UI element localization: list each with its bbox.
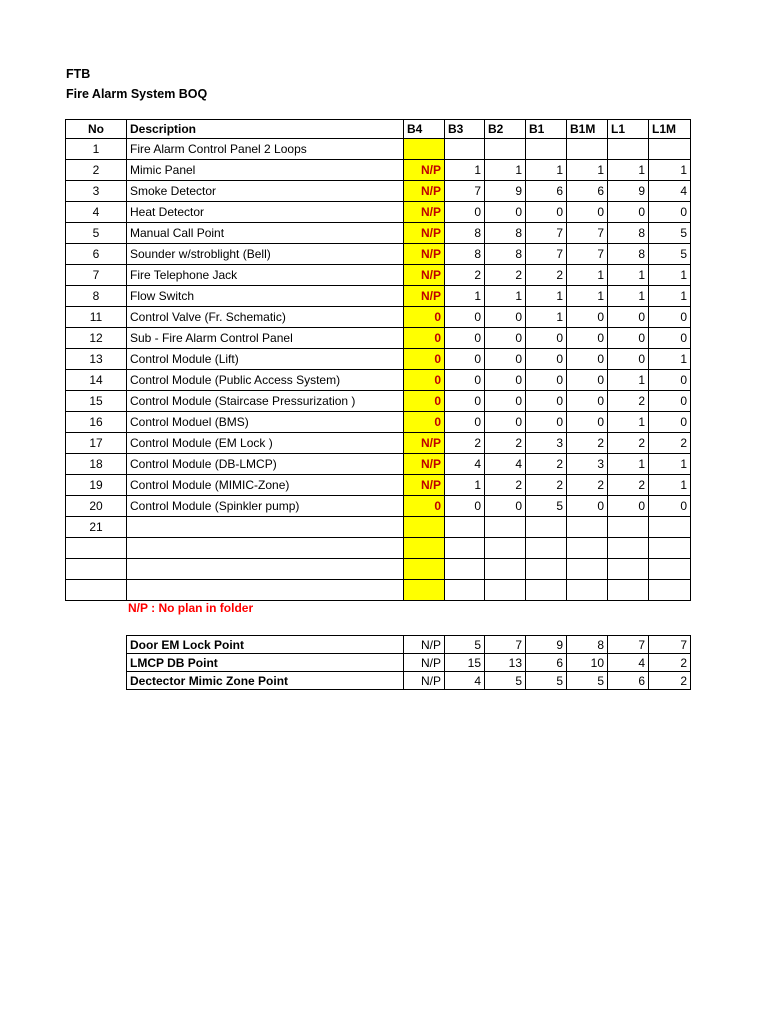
quantity-cell: 0: [608, 202, 649, 223]
row-number: 14: [66, 370, 127, 391]
quantity-cell: 0: [567, 202, 608, 223]
row-description: [127, 559, 404, 580]
quantity-cell: [608, 580, 649, 601]
quantity-cell: 7: [526, 223, 567, 244]
quantity-cell: 2: [485, 433, 526, 454]
table-row: [66, 244, 691, 265]
row-description: Control Module (MIMIC-Zone): [127, 475, 404, 496]
row-description: Control Moduel (BMS): [127, 412, 404, 433]
quantity-cell: 0: [445, 391, 485, 412]
quantity-cell: 1: [649, 454, 691, 475]
quantity-cell: 4: [649, 181, 691, 202]
table-row: [66, 370, 691, 391]
quantity-cell: 1: [445, 286, 485, 307]
row-description: Heat Detector: [127, 202, 404, 223]
summary-value: 7: [608, 636, 649, 654]
row-description: Control Module (DB-LMCP): [127, 454, 404, 475]
quantity-cell: 0: [649, 328, 691, 349]
quantity-cell: 9: [485, 181, 526, 202]
quantity-cell: 1: [567, 160, 608, 181]
row-number: 15: [66, 391, 127, 412]
column-header: L1M: [649, 120, 691, 139]
column-header: B1M: [567, 120, 608, 139]
row-number: 18: [66, 454, 127, 475]
summary-b4-cell: N/P: [404, 672, 445, 690]
legend-note: N/P : No plan in folder: [128, 601, 254, 615]
quantity-cell: 1: [608, 454, 649, 475]
row-description: Control Valve (Fr. Schematic): [127, 307, 404, 328]
table-row: [66, 349, 691, 370]
summary-table: [126, 635, 691, 690]
quantity-cell: 1: [608, 160, 649, 181]
b4-cell: N/P: [404, 244, 445, 265]
quantity-cell: 0: [649, 412, 691, 433]
quantity-cell: 0: [567, 391, 608, 412]
quantity-cell: 2: [649, 433, 691, 454]
quantity-cell: 3: [567, 454, 608, 475]
quantity-cell: 0: [526, 370, 567, 391]
b4-cell: [404, 559, 445, 580]
quantity-cell: 0: [445, 202, 485, 223]
table-row: [66, 412, 691, 433]
quantity-cell: [649, 538, 691, 559]
summary-row: [127, 672, 691, 690]
quantity-cell: 1: [649, 349, 691, 370]
column-header: Description: [127, 120, 404, 139]
quantity-cell: [567, 517, 608, 538]
row-description: Fire Telephone Jack: [127, 265, 404, 286]
quantity-cell: 1: [608, 265, 649, 286]
quantity-cell: 0: [608, 307, 649, 328]
summary-row: [127, 636, 691, 654]
quantity-cell: 0: [485, 412, 526, 433]
b4-cell: 0: [404, 328, 445, 349]
row-number: 11: [66, 307, 127, 328]
quantity-cell: [485, 559, 526, 580]
row-number: 5: [66, 223, 127, 244]
quantity-cell: [526, 538, 567, 559]
table-row: [66, 265, 691, 286]
summary-b4-cell: N/P: [404, 654, 445, 672]
quantity-cell: [526, 517, 567, 538]
b4-cell: [404, 580, 445, 601]
quantity-cell: 3: [526, 433, 567, 454]
summary-value: 15: [445, 654, 485, 672]
quantity-cell: 1: [445, 160, 485, 181]
quantity-cell: 1: [445, 475, 485, 496]
quantity-cell: 0: [445, 328, 485, 349]
quantity-cell: 1: [608, 412, 649, 433]
quantity-cell: 2: [567, 433, 608, 454]
quantity-cell: [445, 538, 485, 559]
row-description: Control Module (Spinkler pump): [127, 496, 404, 517]
b4-cell: N/P: [404, 286, 445, 307]
quantity-cell: [567, 538, 608, 559]
quantity-cell: [608, 538, 649, 559]
quantity-cell: 0: [485, 328, 526, 349]
quantity-cell: 2: [567, 475, 608, 496]
row-number: 1: [66, 139, 127, 160]
summary-value: 2: [649, 672, 691, 690]
table-row: [66, 223, 691, 244]
quantity-cell: 5: [649, 244, 691, 265]
quantity-cell: [526, 139, 567, 160]
row-number: 12: [66, 328, 127, 349]
b4-cell: 0: [404, 370, 445, 391]
quantity-cell: 0: [649, 496, 691, 517]
quantity-cell: 0: [649, 307, 691, 328]
b4-cell: 0: [404, 349, 445, 370]
summary-value: 5: [485, 672, 526, 690]
quantity-cell: 8: [445, 223, 485, 244]
summary-value: 8: [567, 636, 608, 654]
quantity-cell: 0: [567, 307, 608, 328]
row-number: [66, 559, 127, 580]
row-number: 6: [66, 244, 127, 265]
b4-cell: 0: [404, 496, 445, 517]
quantity-cell: 0: [526, 202, 567, 223]
quantity-cell: 0: [485, 496, 526, 517]
row-number: 8: [66, 286, 127, 307]
quantity-cell: [649, 139, 691, 160]
quantity-cell: 0: [567, 496, 608, 517]
row-number: 13: [66, 349, 127, 370]
row-description: Smoke Detector: [127, 181, 404, 202]
quantity-cell: 2: [445, 265, 485, 286]
row-number: 21: [66, 517, 127, 538]
column-header: L1: [608, 120, 649, 139]
quantity-cell: [485, 538, 526, 559]
column-header: B1: [526, 120, 567, 139]
row-description: [127, 517, 404, 538]
column-header: No: [66, 120, 127, 139]
quantity-cell: 1: [526, 286, 567, 307]
quantity-cell: [485, 139, 526, 160]
summary-b4-cell: N/P: [404, 636, 445, 654]
quantity-cell: [445, 139, 485, 160]
quantity-cell: 2: [608, 391, 649, 412]
row-number: 4: [66, 202, 127, 223]
row-description: Sub - Fire Alarm Control Panel: [127, 328, 404, 349]
quantity-cell: [445, 559, 485, 580]
quantity-cell: [608, 559, 649, 580]
quantity-cell: 5: [649, 223, 691, 244]
quantity-cell: [567, 559, 608, 580]
row-number: 3: [66, 181, 127, 202]
b4-cell: N/P: [404, 202, 445, 223]
quantity-cell: [608, 139, 649, 160]
table-row: [66, 454, 691, 475]
summary-value: 13: [485, 654, 526, 672]
quantity-cell: 0: [485, 307, 526, 328]
quantity-cell: [485, 517, 526, 538]
quantity-cell: 0: [526, 349, 567, 370]
quantity-cell: 0: [567, 349, 608, 370]
table-row: [66, 307, 691, 328]
quantity-cell: 4: [485, 454, 526, 475]
row-number: 16: [66, 412, 127, 433]
quantity-cell: 0: [608, 496, 649, 517]
quantity-cell: 6: [526, 181, 567, 202]
quantity-cell: 1: [567, 265, 608, 286]
summary-value: 9: [526, 636, 567, 654]
row-description: Mimic Panel: [127, 160, 404, 181]
table-row: [66, 433, 691, 454]
quantity-cell: 8: [485, 244, 526, 265]
row-number: 19: [66, 475, 127, 496]
summary-value: 4: [608, 654, 649, 672]
row-number: [66, 538, 127, 559]
b4-cell: N/P: [404, 223, 445, 244]
row-description: Fire Alarm Control Panel 2 Loops: [127, 139, 404, 160]
summary-label: Dectector Mimic Zone Point: [127, 672, 404, 690]
quantity-cell: 9: [608, 181, 649, 202]
b4-cell: 0: [404, 307, 445, 328]
table-row: [66, 181, 691, 202]
row-number: 7: [66, 265, 127, 286]
summary-value: 10: [567, 654, 608, 672]
quantity-cell: 8: [608, 244, 649, 265]
quantity-cell: 8: [485, 223, 526, 244]
row-description: Control Module (Staircase Pressurization ): [127, 391, 404, 412]
table-row: [66, 391, 691, 412]
quantity-cell: 2: [526, 265, 567, 286]
quantity-cell: 1: [567, 286, 608, 307]
quantity-cell: 2: [608, 475, 649, 496]
quantity-cell: 4: [445, 454, 485, 475]
b4-cell: N/P: [404, 160, 445, 181]
quantity-cell: 2: [485, 475, 526, 496]
quantity-cell: 2: [485, 265, 526, 286]
row-number: [66, 580, 127, 601]
row-description: [127, 538, 404, 559]
quantity-cell: 0: [485, 391, 526, 412]
b4-cell: N/P: [404, 454, 445, 475]
document-title: Fire Alarm System BOQ: [66, 87, 208, 101]
quantity-cell: 1: [649, 265, 691, 286]
quantity-cell: 2: [526, 454, 567, 475]
b4-cell: N/P: [404, 181, 445, 202]
summary-value: 5: [526, 672, 567, 690]
table-row: [66, 202, 691, 223]
quantity-cell: 0: [485, 370, 526, 391]
table-row: [66, 496, 691, 517]
column-header: B4: [404, 120, 445, 139]
row-description: Manual Call Point: [127, 223, 404, 244]
quantity-cell: 0: [445, 370, 485, 391]
table-row: [66, 580, 691, 601]
quantity-cell: 7: [567, 223, 608, 244]
quantity-cell: [485, 580, 526, 601]
quantity-cell: [526, 580, 567, 601]
table-row: [66, 538, 691, 559]
quantity-cell: 2: [445, 433, 485, 454]
table-row: [66, 328, 691, 349]
quantity-cell: 0: [445, 349, 485, 370]
table-row: [66, 160, 691, 181]
quantity-cell: 5: [526, 496, 567, 517]
summary-value: 4: [445, 672, 485, 690]
b4-cell: [404, 538, 445, 559]
summary-label: LMCP DB Point: [127, 654, 404, 672]
quantity-cell: 7: [526, 244, 567, 265]
quantity-cell: 0: [649, 202, 691, 223]
quantity-cell: 8: [445, 244, 485, 265]
summary-value: 5: [567, 672, 608, 690]
quantity-cell: 0: [445, 412, 485, 433]
quantity-cell: [445, 580, 485, 601]
row-number: 17: [66, 433, 127, 454]
row-description: Control Module (EM Lock ): [127, 433, 404, 454]
summary-value: 2: [649, 654, 691, 672]
column-header: B3: [445, 120, 485, 139]
table-row: [66, 286, 691, 307]
row-number: 20: [66, 496, 127, 517]
quantity-cell: 0: [649, 370, 691, 391]
quantity-cell: [649, 559, 691, 580]
quantity-cell: 1: [526, 160, 567, 181]
quantity-cell: [608, 517, 649, 538]
summary-label: Door EM Lock Point: [127, 636, 404, 654]
summary-value: 6: [526, 654, 567, 672]
column-header: B2: [485, 120, 526, 139]
quantity-cell: [445, 517, 485, 538]
quantity-cell: 0: [445, 307, 485, 328]
row-description: Sounder w/stroblight (Bell): [127, 244, 404, 265]
quantity-cell: 1: [608, 370, 649, 391]
row-description: Control Module (Lift): [127, 349, 404, 370]
quantity-cell: 0: [567, 412, 608, 433]
quantity-cell: 2: [608, 433, 649, 454]
quantity-cell: 7: [445, 181, 485, 202]
quantity-cell: 1: [526, 307, 567, 328]
b4-cell: N/P: [404, 433, 445, 454]
row-description: Control Module (Public Access System): [127, 370, 404, 391]
row-description: [127, 580, 404, 601]
b4-cell: 0: [404, 391, 445, 412]
quantity-cell: 0: [608, 328, 649, 349]
quantity-cell: 0: [649, 391, 691, 412]
quantity-cell: 0: [485, 349, 526, 370]
summary-value: 5: [445, 636, 485, 654]
quantity-cell: 1: [649, 475, 691, 496]
b4-cell: N/P: [404, 475, 445, 496]
summary-value: 7: [649, 636, 691, 654]
table-header-row: [66, 120, 691, 139]
boq-table: [65, 119, 691, 601]
quantity-cell: 1: [649, 286, 691, 307]
quantity-cell: 8: [608, 223, 649, 244]
b4-cell: [404, 139, 445, 160]
quantity-cell: 1: [608, 286, 649, 307]
quantity-cell: 1: [649, 160, 691, 181]
table-row: [66, 139, 691, 160]
row-number: 2: [66, 160, 127, 181]
quantity-cell: 7: [567, 244, 608, 265]
quantity-cell: 1: [485, 286, 526, 307]
quantity-cell: 6: [567, 181, 608, 202]
table-row: [66, 475, 691, 496]
quantity-cell: 0: [526, 391, 567, 412]
quantity-cell: [567, 580, 608, 601]
quantity-cell: 2: [526, 475, 567, 496]
quantity-cell: [567, 139, 608, 160]
quantity-cell: 1: [485, 160, 526, 181]
quantity-cell: [649, 517, 691, 538]
summary-row: [127, 654, 691, 672]
quantity-cell: 0: [526, 412, 567, 433]
summary-value: 6: [608, 672, 649, 690]
quantity-cell: [526, 559, 567, 580]
b4-cell: 0: [404, 412, 445, 433]
quantity-cell: 0: [608, 349, 649, 370]
document-code: FTB: [66, 67, 91, 81]
summary-value: 7: [485, 636, 526, 654]
table-row: [66, 559, 691, 580]
quantity-cell: 0: [567, 370, 608, 391]
b4-cell: N/P: [404, 265, 445, 286]
quantity-cell: 0: [445, 496, 485, 517]
table-row: [66, 517, 691, 538]
row-description: Flow Switch: [127, 286, 404, 307]
quantity-cell: 0: [526, 328, 567, 349]
quantity-cell: [649, 580, 691, 601]
quantity-cell: 0: [567, 328, 608, 349]
b4-cell: [404, 517, 445, 538]
quantity-cell: 0: [485, 202, 526, 223]
